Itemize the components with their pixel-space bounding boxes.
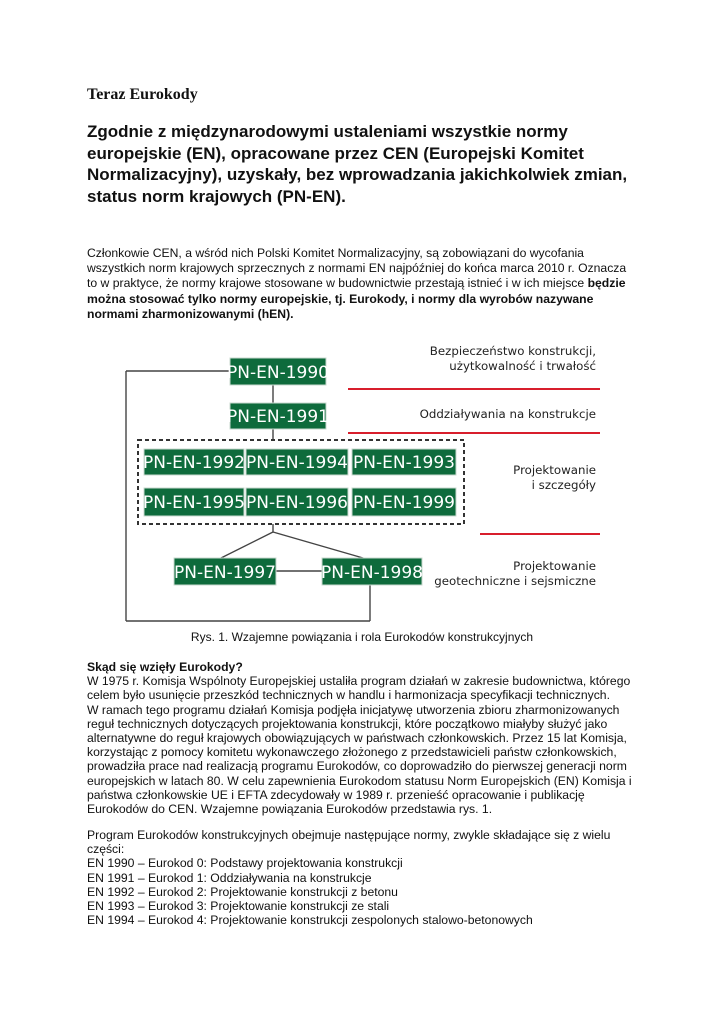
box-pn-en-1997-label: PN-EN-1997 — [174, 563, 276, 583]
box-pn-en-1991-label: PN-EN-1991 — [227, 407, 329, 427]
eurocode-diagram — [120, 337, 610, 629]
box-pn-en-1998-label: PN-EN-1998 — [321, 563, 423, 583]
box-pn-en-1991 — [227, 403, 329, 429]
box-pn-en-1999-label: PN-EN-1999 — [353, 493, 455, 513]
list-item: EN 1994 – Eurokod 4: Projektowanie konstrukcji zespolonych stalowo-betonowych — [87, 913, 533, 928]
box-pn-en-1990-label: PN-EN-1990 — [227, 363, 329, 383]
box-pn-en-1993 — [352, 449, 456, 475]
category-actions: Oddziaływania na konstrukcje — [419, 407, 596, 421]
program-section — [87, 828, 642, 927]
box-pn-en-1999 — [352, 488, 456, 516]
box-pn-en-1990 — [227, 358, 329, 385]
connector-apex-1998 — [273, 532, 370, 560]
intro-paragraph — [87, 246, 632, 322]
program-list — [87, 856, 642, 927]
history-paragraph-1: W 1975 r. Komisja Wspólnoty Europejskiej ustaliła program działań w zakresie budownictwa, którego celem było usunięcie przeszkód technicznych w handlu i harmonizacja specyfikacji technicznych. — [87, 674, 631, 703]
box-pn-en-1995-label: PN-EN-1995 — [143, 493, 245, 513]
list-item: EN 1992 – Eurokod 2: Projektowanie konstrukcji z betonu — [87, 884, 398, 899]
list-item: EN 1993 – Eurokod 3: Projektowanie konstrukcji ze stali — [87, 899, 390, 914]
category-design-line1: Projektowanie — [513, 463, 596, 477]
box-pn-en-1993-label: PN-EN-1993 — [353, 453, 455, 473]
box-pn-en-1994-label: PN-EN-1994 — [246, 453, 348, 473]
list-item: EN 1990 – Eurokod 0: Podstawy projektowania konstrukcji — [87, 856, 403, 871]
box-pn-en-1994 — [246, 449, 348, 475]
box-pn-en-1992-label: PN-EN-1992 — [143, 453, 245, 473]
category-safety-line2: użytkowalność i trwałość — [449, 359, 596, 373]
history-heading: Skąd się wzięły Eurokody? — [87, 660, 243, 674]
section-title: Teraz Eurokody — [87, 86, 198, 103]
category-safety-line1: Bezpieczeństwo konstrukcji, — [429, 344, 596, 358]
list-item: EN 1991 – Eurokod 1: Oddziaływania na konstrukcje — [87, 870, 372, 885]
box-pn-en-1995 — [143, 488, 245, 516]
box-pn-en-1997 — [174, 558, 276, 585]
category-geo-line1: Projektowanie — [513, 559, 596, 573]
connector-apex-1997 — [217, 532, 273, 560]
box-pn-en-1992 — [143, 449, 245, 475]
history-section — [87, 660, 642, 816]
figure-caption: Rys. 1. Wzajemne powiązania i rola Eurokodów konstrukcyjnych — [190, 630, 534, 644]
history-paragraph-2: W ramach tego programu działań Komisja podjęła inicjatywę utworzenia zbioru zharmonizowanych reguł technicznych dotyczących projektowania konstrukcji, które początkowo miałyby służyć jako alternatywne do reguł krajowych obowiązujących w państwach członkowskich. Przez 15 lat Komisja, korzystając z pomocy komitetu wykonawczego złożonego z przedstawicieli państw członkowskich, prowadziła prace nad realizacją programu Eurokodów, co doprowadziło do pierwszej generacji norm europejskich w latach 80. W celu zapewnienia Eurokodom statusu Norm Europejskich (EN) Komisja i państwa członkowskie UE i EFTA zdecydowały w 1989 r. przenieść opracowanie i publikację Eurokodów do CEN. Wzajemne powiązania Eurokodów przedstawia rys. 1. — [87, 702, 632, 817]
box-pn-en-1998 — [321, 558, 423, 585]
category-design-line2: i szczegóły — [531, 478, 596, 492]
box-pn-en-1996-label: PN-EN-1996 — [246, 493, 348, 513]
box-pn-en-1996 — [246, 488, 348, 516]
lead-paragraph: Zgodnie z międzynarodowymi ustaleniami wszystkie normy europejskie (EN), opracowane przez CEN (Europejski Komitet Normalizacyjny), uzyskały, bez wprowadzania jakichkolwiek zmian, status norm krajowych (PN-EN). — [87, 122, 628, 206]
intro-bold-text: będzie można stosować tylko normy europejskie, tj. Eurokody, i normy dla wyrobów nazywane normami zharmonizowanymi (hEN). — [87, 276, 626, 321]
intro-text: Członkowie CEN, a wśród nich Polski Komitet Normalizacyjny, są zobowiązani do wycofania wszystkich norm krajowych sprzecznych z normami EN najpóźniej do końca marca 2010 r. Oznacza to w praktyce, że normy krajowe stosowane w budownictwie przestają istnieć i w ich miejsce — [87, 246, 627, 291]
program-intro: Program Eurokodów konstrukcyjnych obejmuje następujące normy, zwykle składające się z wielu części: — [87, 828, 611, 857]
category-geo-line2: geotechniczne i sejsmiczne — [434, 574, 596, 588]
